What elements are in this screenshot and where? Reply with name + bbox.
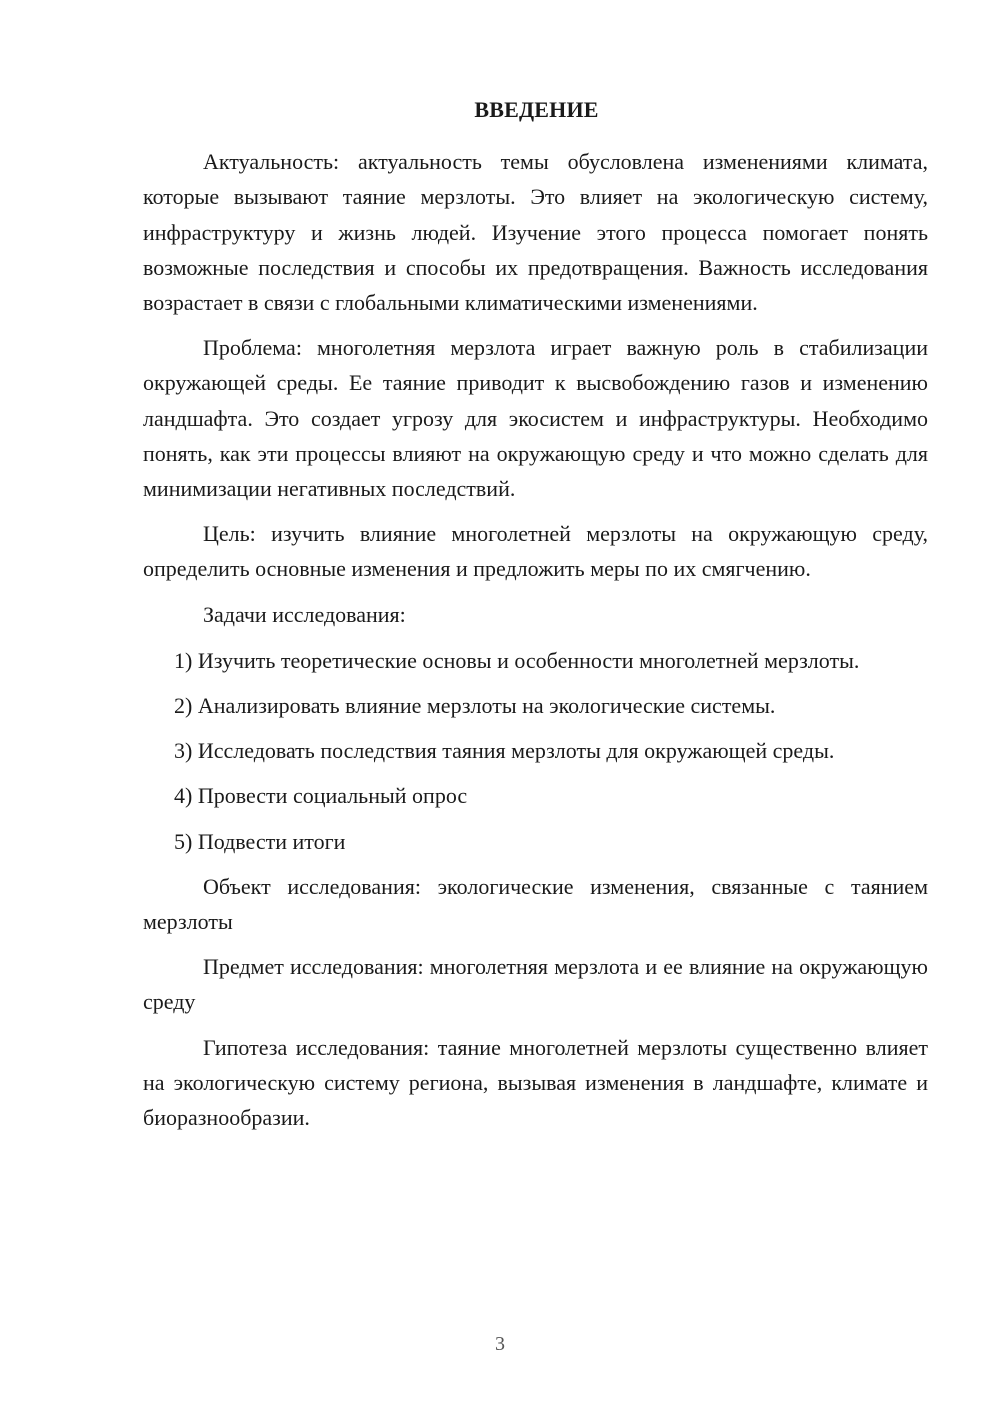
task-item: 1) Изучить теоретические основы и особенности многолетней мерзлоты.	[174, 647, 860, 673]
hypothesis-paragraph: Гипотеза исследования: таяние многолетней мерзлоты существенно влияет на экологическую систему региона, вызывая изменения в ландшафте, климате и биоразнообразии.	[143, 1034, 928, 1131]
relevance-paragraph: Актуальность: актуальность темы обусловлена изменениями климата, которые вызывают таяние мерзлоты. Это влияет на экологическую систему, инфраструктуру и жизнь людей. Изучение этого процесса помогает понять возможные последствия и способы их предотвращения. Важность исследования возрастает в связи с глобальными климатическими изменениями.	[143, 149, 928, 316]
task-item: 3) Исследовать последствия таяния мерзлоты для окружающей среды.	[174, 738, 835, 764]
tasks-title: Задачи исследования:	[203, 601, 406, 627]
task-item: 5) Подвести итоги	[174, 828, 346, 854]
section-heading: ВВЕДЕНИЕ	[474, 97, 599, 122]
page-number: 3	[495, 1333, 505, 1355]
problem-paragraph: Проблема: многолетняя мерзлота играет важную роль в стабилизации окружающей среды. Ее таяние приводит к высвобождению газов и изменению ландшафта. Это создает угрозу для экосистем и инфраструктуры. Необходимо понять, как эти процессы влияют на окружающую среду и что можно сделать для минимизации негативных последствий.	[143, 335, 928, 502]
task-item: 4) Провести социальный опрос	[174, 783, 468, 809]
object-paragraph: Объект исследования: экологические изменения, связанные с таянием мерзлоты	[143, 873, 928, 935]
goal-paragraph: Цель: изучить влияние многолетней мерзлоты на окружающую среду, определить основные изменения и предложить меры по их смягчению.	[143, 521, 928, 582]
document-page	[143, 92, 928, 1145]
subject-paragraph: Предмет исследования: многолетняя мерзлота и ее влияние на окружающую среду	[143, 954, 928, 1015]
task-item: 2) Анализировать влияние мерзлоты на экологические системы.	[174, 693, 776, 719]
